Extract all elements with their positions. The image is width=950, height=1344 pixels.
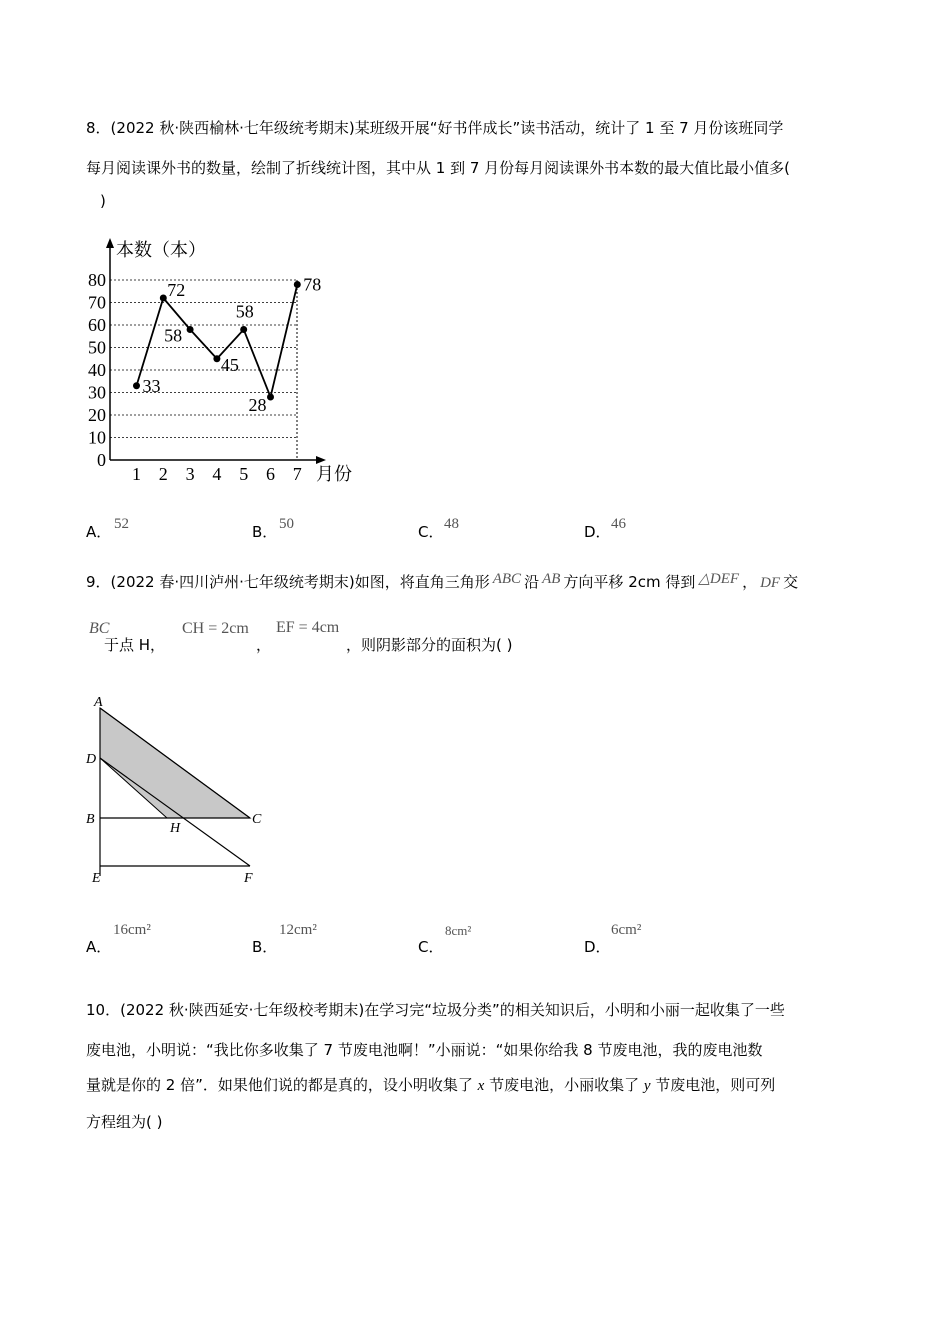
- y-tick-label: 20: [88, 405, 106, 425]
- label-c: C: [252, 812, 262, 827]
- y-tick-label: 10: [88, 427, 106, 448]
- q8-option-d-value: 46: [611, 516, 626, 532]
- label-f: F: [244, 871, 253, 886]
- q9-text-prefix: 9．(2022 春·四川泸州·七年级统考期末)如图，将直角三角形: [86, 573, 490, 591]
- y-tick-label: 0: [97, 450, 106, 470]
- q8-line-2: 每月阅读课外书的数量，绘制了折线统计图，其中从 1 到 7 月份每月阅读课外书本数的最大值比最小值多(: [86, 159, 791, 177]
- q8-option-b-letter: B．: [252, 523, 278, 541]
- x-tick-label: 1: [132, 464, 141, 484]
- q9-def: △DEF: [698, 571, 740, 587]
- q10-text-c: 节废电池，则可列: [650, 1076, 776, 1094]
- q9-option-b-value: 12cm²: [279, 922, 317, 938]
- q10-line-3: [86, 1074, 775, 1095]
- x-tick-label: 2: [158, 464, 168, 484]
- q9-ab: AB: [542, 571, 561, 587]
- label-b: B: [86, 812, 95, 827]
- label-d: D: [86, 752, 97, 767]
- q10-var-y: y: [643, 1078, 651, 1094]
- data-point: [133, 382, 140, 389]
- q9-option-b-letter: B．: [252, 938, 278, 956]
- q9-jiao: 交: [783, 573, 799, 591]
- data-point: [187, 326, 194, 333]
- chart-grid: [110, 280, 297, 438]
- q9-text-mid: 方向平移 2cm 得到: [563, 573, 696, 591]
- q8-line-3: ): [100, 192, 106, 210]
- label-e: E: [92, 871, 101, 886]
- q8-option-a-letter: A．: [86, 523, 112, 541]
- y-tick-label: 80: [88, 270, 106, 290]
- q9-option-d-letter: D．: [584, 938, 611, 956]
- data-label: 33: [142, 375, 161, 396]
- q8-option-b-value: 50: [279, 516, 294, 532]
- q10-text-a: 量就是你的 2 倍”．如果他们说的都是真的，设小明收集了: [86, 1076, 478, 1094]
- q9-line-1: [86, 571, 798, 592]
- q9-option-d-value: 6cm²: [611, 922, 642, 938]
- q10-var-x: x: [477, 1078, 485, 1094]
- y-tick-label: 30: [88, 382, 106, 403]
- q8-option-d-letter: D．: [584, 523, 611, 541]
- q9-line-2a: 于点 H，: [104, 636, 166, 654]
- q8-option-c-value: 48: [444, 516, 459, 532]
- q10-line-4: 方程组为( ): [86, 1113, 163, 1131]
- q10-line-1: 10．(2022 秋·陕西延安·七年级校考期末)在学习完“垃圾分类”的相关知识后，小明和小丽一起收集了一些: [86, 1001, 785, 1019]
- data-point: [267, 394, 274, 401]
- data-label: 58: [164, 325, 183, 346]
- y-axis-label: 本数（本）: [116, 240, 206, 261]
- x-axis-arrow: [316, 456, 326, 464]
- data-label: 45: [220, 354, 239, 375]
- data-label: 72: [167, 280, 186, 300]
- q9-option-a-letter: A．: [86, 938, 112, 956]
- y-axis-arrow: [106, 238, 114, 248]
- data-label: 28: [248, 395, 267, 415]
- data-label: 58: [235, 301, 254, 322]
- q9-df: DF: [760, 575, 781, 591]
- x-tick-label: 4: [212, 464, 222, 484]
- data-point: [213, 355, 220, 362]
- q8-option-a-value: 52: [114, 516, 129, 532]
- q9-option-c-value: 8cm²: [445, 923, 472, 938]
- y-tick-label: 60: [88, 315, 106, 335]
- x-tick-label: 7: [292, 464, 302, 484]
- q9-comma-2: ，: [256, 636, 272, 654]
- q9-abc: ABC: [492, 571, 522, 587]
- triangle-figure: [84, 690, 274, 890]
- q10-line-2: 废电池，小明说：“我比你多收集了 7 节废电池啊！”小丽说：“如果你给我 8 节废电池，我的废电池数: [86, 1041, 763, 1059]
- y-tick-label: 70: [88, 292, 106, 313]
- chart-points: [133, 275, 321, 416]
- q9-ef: EF = 4cm: [276, 619, 340, 636]
- q9-option-a-value: 16cm²: [113, 922, 151, 938]
- data-point: [240, 326, 247, 333]
- q9-bc: BC: [89, 620, 110, 637]
- q9-comma: ，: [742, 573, 758, 591]
- x-tick-label: 5: [239, 464, 249, 484]
- y-tick-label: 40: [88, 360, 106, 380]
- q10-text-b: 节废电池，小丽收集了: [484, 1076, 644, 1094]
- label-a: A: [94, 695, 103, 710]
- label-h: H: [170, 821, 181, 836]
- data-point: [294, 281, 301, 288]
- y-tick-label: 50: [88, 337, 106, 358]
- q9-along: 沿: [524, 573, 540, 591]
- data-point: [160, 295, 167, 302]
- x-tick-label: 6: [266, 464, 275, 484]
- data-label: 78: [303, 274, 322, 295]
- q8-option-c-letter: C．: [418, 523, 444, 541]
- q9-option-c-letter: C．: [418, 938, 444, 956]
- line-chart: [80, 232, 370, 492]
- q8-line-1: 8．(2022 秋·陕西榆林·七年级统考期末)某班级开展“好书伴成长”读书活动，统计了 1 至 7 月份该班同学: [86, 119, 784, 137]
- q9-line-2b: ，则阴影部分的面积为( ): [346, 636, 513, 654]
- series-line: [137, 285, 298, 398]
- x-axis-label: 月份: [316, 464, 352, 485]
- x-tick-label: 3: [185, 464, 195, 484]
- q9-ch: CH = 2cm: [182, 620, 249, 637]
